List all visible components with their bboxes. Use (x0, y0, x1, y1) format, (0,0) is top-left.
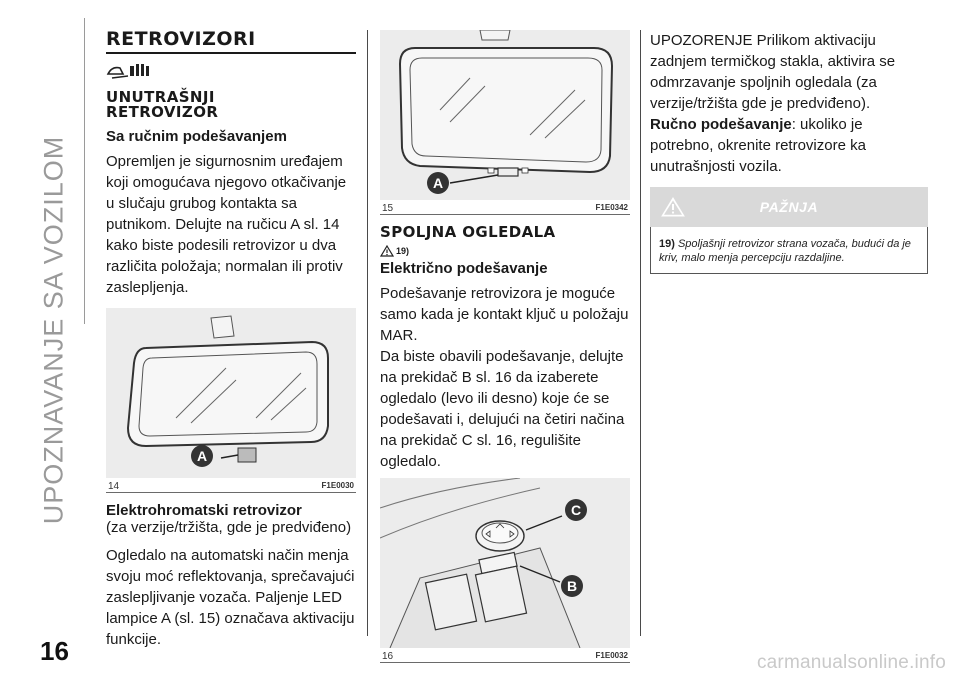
caution-body (650, 227, 928, 274)
warning-triangle-icon (660, 196, 686, 218)
figure-14-code: F1E0030 (321, 481, 354, 490)
mirror-switch-illustration (380, 478, 630, 648)
paragraph-electrochromic: Ogledalo na automatski način menja svoju moć reflektovanja, sprečavajući zaslepljivanje vozača. Paljenje LED lampice A (sl. 15) označava aktivaciju funkcije. (106, 547, 355, 648)
paragraph-electric-1: Podešavanje retrovizora je moguće samo kada je kontakt ključ u položaju MAR. (380, 285, 629, 344)
side-chapter-title: UPOZNAVANJE SA VOZILOM (38, 135, 69, 525)
section-title-exterior-mirrors: SPOLJNA OGLEDALA (380, 223, 556, 241)
subsection-electric: Električno podešavanje (380, 260, 548, 277)
figure-16-label-b: B (566, 578, 578, 594)
figure-15 (380, 30, 630, 215)
section-title-interior-mirror: UNUTRAŠNJI RETROVIZOR (106, 88, 219, 121)
figure-14 (106, 308, 356, 493)
figure-15-caption (380, 200, 630, 214)
figure-16-code: F1E0032 (595, 651, 628, 660)
paragraph-defrost: UPOZORENJE Prilikom aktivaciju zadnjem termičkog stakla, aktivira se odmrzavanje spoljnih ogledala (za verzije/tržišta gde je predviđeno). (650, 32, 896, 112)
chapter-title: RETROVIZORI (106, 28, 356, 54)
caution-header (650, 187, 928, 227)
electrochromic-note: (za verzije/tržišta, gde je predviđeno) (106, 519, 352, 536)
watermark: carmanualsonline.info (756, 652, 946, 673)
caution-ref-number: 19) (396, 246, 410, 256)
mirror-icon (106, 60, 356, 86)
figure-16-label-c: C (570, 502, 582, 518)
figure-14-label-a: A (196, 448, 208, 464)
column-right (650, 30, 928, 274)
paragraph-manual-fold (650, 114, 928, 177)
paragraph-manual: Opremljen je sigurnosnim uređajem koji omogućava njegovo otkačivanje u slučaju grubog kontakta sa putnikom. Delujte na ručicu A sl. 14 kako biste podesili retrovizor u dva različita položaja; normalan ili protiv zaslepljenja. (106, 153, 347, 296)
figure-14-number: 14 (108, 481, 120, 492)
mirror-led-illustration (380, 30, 630, 200)
manual-fold-label: Ručno podešavanje (650, 116, 792, 133)
column-left (106, 26, 356, 654)
column-divider-1 (367, 30, 368, 636)
figure-16-caption (380, 648, 630, 662)
figure-15-code: F1E0342 (595, 203, 628, 212)
column-middle (380, 30, 630, 663)
column-divider-2 (640, 30, 641, 636)
figure-16 (380, 478, 630, 663)
subsection-electrochromic: Elektrohromatski retrovizor (106, 502, 302, 519)
side-rule (84, 18, 85, 324)
figure-15-number: 15 (382, 203, 394, 214)
caution-text: Spoljašnji retrovizor strana vozača, budući da je kriv, malo menja percepciju razdaljine. (659, 238, 911, 264)
caution-title: PAŽNJA (759, 199, 819, 215)
manual-fold-text: : ukoliko je potrebno, okrenite retrovizore ka unutrašnjosti vozila. (650, 116, 866, 175)
caution-reference (380, 242, 630, 260)
caution-number: 19) (659, 238, 675, 250)
interior-mirror-illustration (106, 308, 356, 478)
paragraph-electric-2: Da biste obavili podešavanje, delujte na prekidač B sl. 16 da izaberete ogledalo (levo ili desno) koje će se podešavati i, delujući na četiri načina na prekidač C sl. 16, regulišite ogledalo. (380, 348, 625, 470)
figure-15-label-a: A (432, 175, 444, 191)
warning-triangle-icon (380, 245, 394, 257)
figure-14-caption (106, 478, 356, 492)
subsection-manual: Sa ručnim podešavanjem (106, 128, 287, 145)
figure-16-number: 16 (382, 651, 394, 662)
page-number: 16 (40, 636, 69, 666)
